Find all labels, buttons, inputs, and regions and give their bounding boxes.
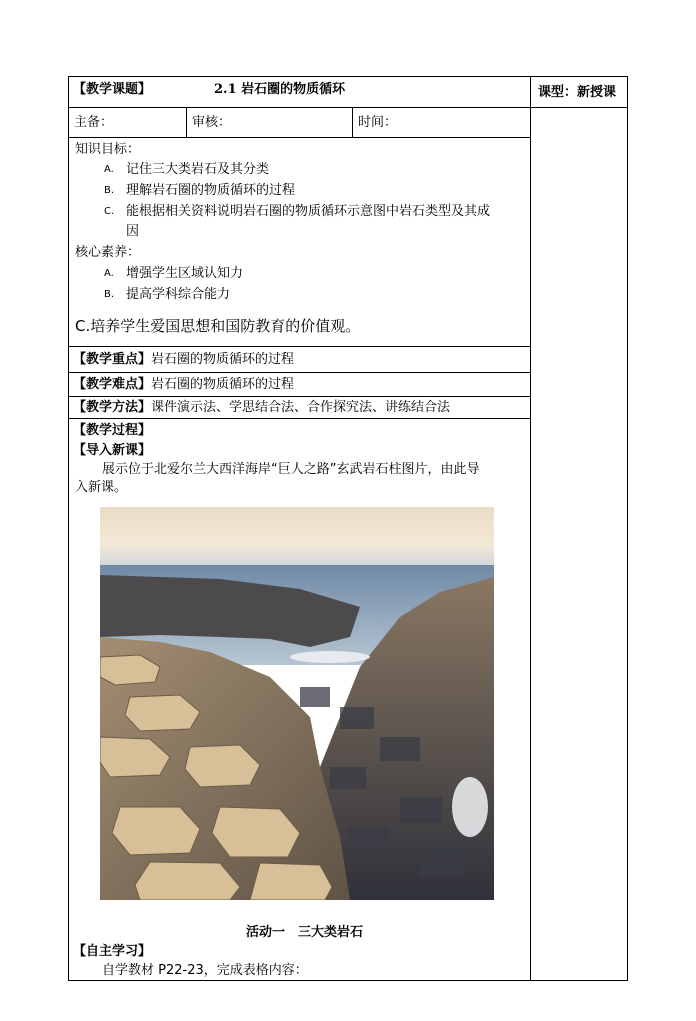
row-divider <box>68 396 530 397</box>
item-text: 提高学科综合能力 <box>126 287 231 302</box>
difficulty-text: 岩石圈的物质循环的过程 <box>151 377 295 392</box>
item-text: 增强学生区域认知力 <box>126 266 244 281</box>
row-divider <box>68 107 628 108</box>
item-letter: C. <box>104 206 115 217</box>
lesson-type: 课型：新授课 <box>538 85 617 100</box>
key-point-text: 岩石圈的物质循环的过程 <box>151 352 295 367</box>
item-text: 记住三大类岩石及其分类 <box>126 162 270 177</box>
intro-label: 【导入新课】 <box>73 443 152 458</box>
process-label: 【教学过程】 <box>73 423 152 438</box>
method-row <box>73 399 450 417</box>
topic-title: 2.1 岩石圈的物质循环 <box>214 82 346 97</box>
item-letter: A. <box>104 268 114 279</box>
row-divider <box>68 372 530 373</box>
item-letter: B. <box>104 185 115 196</box>
row-divider <box>68 346 530 347</box>
item-text: 能根据相关资料说明岩石圈的物质循环示意图中岩石类型及其成 <box>126 204 491 219</box>
preparer-label: 主备： <box>74 115 114 130</box>
difficulty-label: 【教学难点】 <box>73 377 152 392</box>
difficulty-row <box>73 376 294 394</box>
key-point-label: 【教学重点】 <box>73 352 152 367</box>
core-extra: C.培养学生爱国思想和国防教育的价值观。 <box>75 317 361 335</box>
knowledge-item-continuation: 因 <box>126 224 140 239</box>
time-label: 时间： <box>358 115 398 130</box>
right-column-divider <box>530 76 531 981</box>
staff-divider <box>186 107 187 137</box>
activity-title: 活动一 三大类岩石 <box>246 925 364 940</box>
item-letter: B. <box>104 289 115 300</box>
intro-text-line1: 展示位于北爱尔兰大西洋海岸“巨人之路”玄武岩石柱图片，由此导 <box>102 462 480 477</box>
core-title: 核心素养： <box>75 245 141 260</box>
topic-label: 【教学课题】 <box>73 82 152 97</box>
self-study-text: 自学教材 P22-23，完成表格内容： <box>102 963 308 978</box>
row-divider <box>68 137 530 138</box>
row-divider <box>68 418 530 419</box>
key-point-row <box>73 351 294 369</box>
intro-text-line2: 入新课。 <box>75 480 128 495</box>
item-letter: A. <box>104 164 114 175</box>
method-text: 课件演示法、学思结合法、合作探究法、讲练结合法 <box>151 400 451 415</box>
knowledge-title: 知识目标： <box>75 142 141 157</box>
basalt-columns-photo <box>100 507 494 900</box>
reviewer-label: 审核： <box>192 115 232 130</box>
method-label: 【教学方法】 <box>73 400 152 415</box>
staff-divider <box>352 107 353 137</box>
item-text: 理解岩石圈的物质循环的过程 <box>126 183 296 198</box>
self-study-label: 【自主学习】 <box>73 944 152 959</box>
